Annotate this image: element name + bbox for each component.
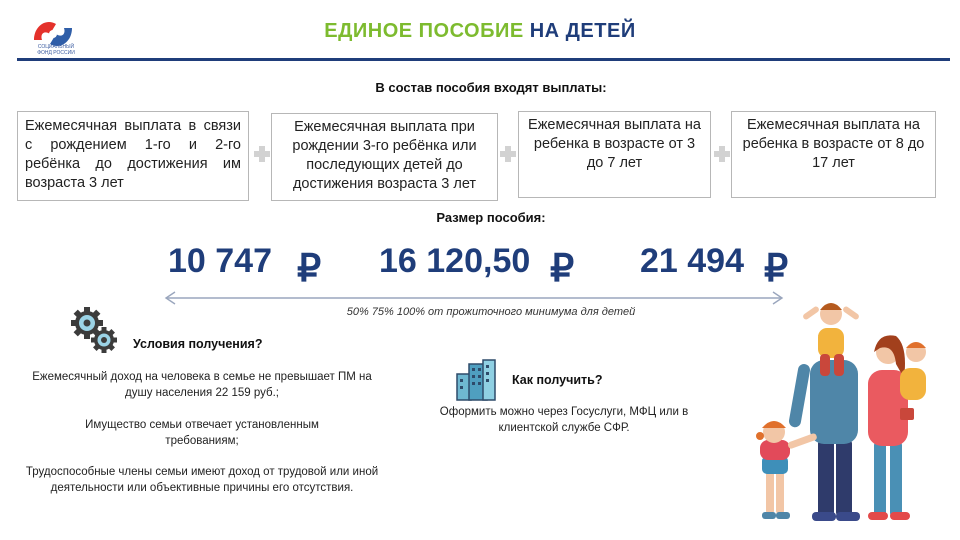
conditions-heading: Условия получения? (133, 337, 263, 351)
currency-sign: ₽ (550, 248, 575, 290)
payment-box-3: Ежемесячная выплата на ребенка в возрасте от 3 до 7 лет (518, 111, 711, 198)
condition-income: Ежемесячный доход на человека в семье не превышает ПМ на душу населения 22 159 руб.; (32, 371, 372, 399)
plus-icon (500, 146, 516, 162)
amount-3: 21 494 (640, 242, 744, 280)
double-arrow-icon (163, 290, 785, 306)
payment-box-4: Ежемесячная выплата на ребенка в возрасте от 8 до 17 лет (731, 111, 936, 198)
payment-box-1: Ежемесячная выплата в связи с рождением 1-го и 2-го ребёнка до достижения им возраста 3 лет (17, 111, 249, 201)
percent-note: 50% 75% 100% от прожиточного минимума для детей (346, 306, 636, 318)
title-part1: ЕДИНОЕ ПОСОБИЕ (324, 20, 524, 42)
amount-1: 10 747 (168, 242, 272, 280)
amount-2: 16 120,50 (379, 242, 531, 280)
plus-icon (254, 146, 270, 162)
how-text: Оформить можно через Госуслуги, МФЦ или в клиентской службе СФР. (439, 406, 689, 434)
plus-icon (714, 146, 730, 162)
composition-heading: В состав пособия входят выплаты: (375, 80, 607, 95)
condition-employment: Трудоспособные члены семьи имеют доход от трудовой или иной деятельности или объективные причины его отсутствия. (25, 466, 379, 494)
currency-sign: ₽ (764, 248, 789, 290)
condition-property: Имущество семьи отвечает установленным требованиям; (85, 419, 319, 447)
buildings-icon (453, 358, 499, 402)
logo-caption: СОЦИАЛЬНЫЙ ФОНД РОССИИ (37, 44, 75, 56)
header-divider (17, 58, 950, 61)
how-heading: Как получить? (512, 373, 603, 387)
size-heading: Размер пособия: (436, 210, 546, 225)
currency-sign: ₽ (297, 248, 322, 290)
title-part2: НА ДЕТЕЙ (529, 20, 636, 42)
family-illustration (732, 290, 960, 540)
payment-box-2: Ежемесячная выплата при рождении 3-го ребёнка или последующих детей до достижения возраста 3 лет (271, 113, 498, 201)
gears-icon (70, 306, 120, 356)
page-title (0, 20, 960, 43)
